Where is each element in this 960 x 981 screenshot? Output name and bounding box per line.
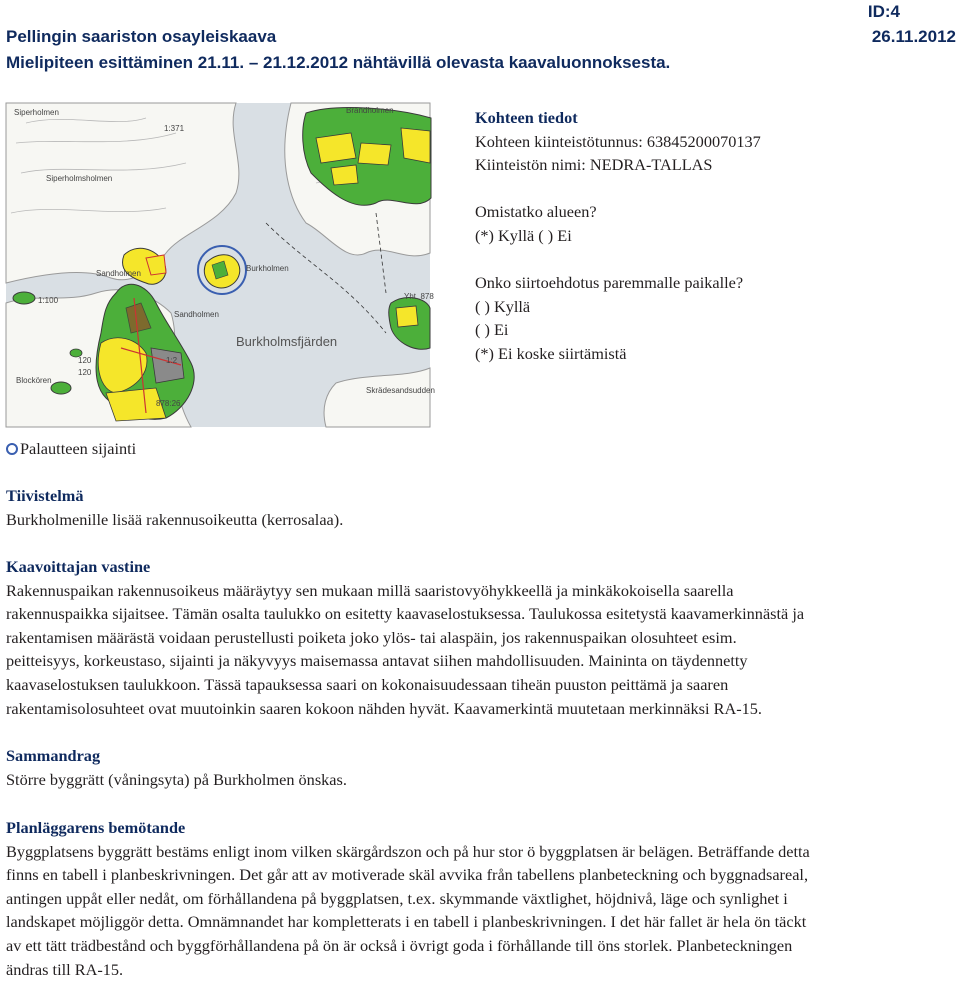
relocation-question-label: Onko siirtoehdotus paremmalle paikalle?: [475, 273, 744, 292]
ownership-answer: (*) Kyllä ( ) Ei: [475, 225, 572, 245]
property-info: [475, 106, 761, 177]
summary-fi: [6, 484, 343, 531]
map-label: 1:2: [166, 356, 178, 365]
ownership-question: [475, 200, 597, 247]
map-label: Siperholmsholmen: [46, 174, 113, 183]
response-sv-line: av ett tätt trädbestånd och byggförhållandena på ön är också i övrigt goda i förhållande till öns storlek. Planbeteckningen: [6, 935, 793, 955]
map-label: Sandholmen: [174, 310, 219, 319]
feedback-date: 26.11.2012: [871, 27, 956, 46]
response-sv-line: ändras till RA-15.: [6, 959, 124, 979]
map-graphic: [6, 103, 435, 427]
property-info-heading: Kohteen tiedot: [475, 108, 578, 127]
relocation-option-na: (*) Ei koske siirtämistä: [475, 343, 627, 363]
response-sv-line: finns en tabell i planbeskrivningen. Det går att av motiverade skäl avvika från tabellens planbeteckning och byggnadsareal,: [6, 865, 809, 885]
response-fi-line: rakentamisen määrästä voidaan perustellusti poiketa joko ylös- tai alaspäin, jos rakennuspaikan olosuhteet esim.: [6, 627, 737, 647]
response-sv-line: antingen uppåt eller nedåt, om förhållandena på byggplatsen, t.ex. skymmande växtlighet, höjdnivå, läge och synlighet i: [6, 888, 788, 908]
response-sv-line: Byggplatsens byggrätt bestäms enligt inom vilken skärgårdszon och på hur stor ö byggplatsen är belägen. Beträffande detta: [6, 841, 810, 861]
response-fi-line: peitteisyys, korkeustaso, sijainti ja näkyvyys maisemassa antavat siihen mahdollisuuden. Maininta on täydennetty: [6, 651, 748, 671]
document-title: Pellingin saariston osayleiskaava: [6, 27, 277, 46]
summary-sv-heading: Sammandrag: [6, 746, 101, 765]
summary-sv-text: Större byggrätt (våningsyta) på Burkholmen önskas.: [6, 769, 347, 789]
response-fi-line: Rakennuspaikan rakennusoikeus määräytyy sen mukaan millä saaristovyöhykkeellä ja minkäkokoisella saarella: [6, 580, 734, 600]
map-label: 120: [78, 368, 92, 377]
response-fi-line: rakennuspaikka sijaitsee. Tämän osalta taulukko on esitetty kaavaselostuksessa. Taulukossa esitetystä kaavamerkinnästä ja: [6, 604, 805, 624]
property-id: Kohteen kiinteistötunnus: 63845200070137: [475, 131, 761, 151]
relocation-question: [475, 271, 743, 365]
response-fi-line: kaavaselostuksen taulukkoon. Tässä tapauksessa saari on kokonaisuudessaan tiheän puuston peittämä ja saaren: [6, 674, 729, 694]
response-fi: [6, 555, 804, 720]
response-fi-line: rakentamisolosuhteet ovat muutoinkin saaren kokoon nähden hyvät. Kaavamerkintä muutetaan merkinnäksi RA-15.: [6, 698, 762, 718]
map-label: 1:371: [164, 124, 185, 133]
document-subtitle: Mielipiteen esittäminen 21.11. – 21.12.2012 nähtävillä olevasta kaavaluonnoksesta.: [6, 53, 671, 72]
summary-fi-heading: Tiivistelmä: [6, 486, 84, 505]
response-fi-heading: Kaavoittajan vastine: [6, 557, 151, 576]
summary-sv: [6, 744, 347, 791]
map-label: Blockören: [16, 376, 52, 385]
map-label: Burkholmsfjärden: [236, 334, 338, 349]
property-name: Kiinteistön nimi: NEDRA-TALLAS: [475, 155, 713, 175]
summary-fi-text: Burkholmenille lisää rakennusoikeutta (kerrosalaa).: [6, 509, 344, 529]
ownership-question-label: Omistatko alueen?: [475, 202, 597, 221]
feedback-location-label: Palautteen sijainti: [20, 439, 137, 458]
response-sv-line: landskapet möjliggör detta. Omnämnandet har kompletterats i en tabell i planbeskrivningen. I det här fallet är hela ön täckt: [6, 912, 807, 932]
map-label: 1:100: [38, 296, 59, 305]
location-marker-icon: [6, 443, 18, 455]
relocation-option-no: ( ) Ei: [475, 320, 509, 340]
map-label: Yht. 878: [404, 292, 434, 301]
map-label: 878:26: [156, 399, 181, 408]
map-label: Brändholmen: [346, 106, 394, 115]
map-label: Burkholmen: [246, 264, 289, 273]
map-label: 120: [78, 356, 92, 365]
location-map[interactable]: [6, 103, 435, 427]
feedback-id: ID:4: [867, 2, 900, 21]
response-sv-heading: Planläggarens bemötande: [6, 818, 186, 837]
response-sv: [6, 816, 810, 981]
relocation-option-yes: ( ) Kyllä: [475, 296, 531, 316]
map-label: Skrädesandsudden: [366, 386, 435, 395]
map-label: Siperholmen: [14, 108, 59, 117]
map-label: Sandholmen: [96, 269, 141, 278]
